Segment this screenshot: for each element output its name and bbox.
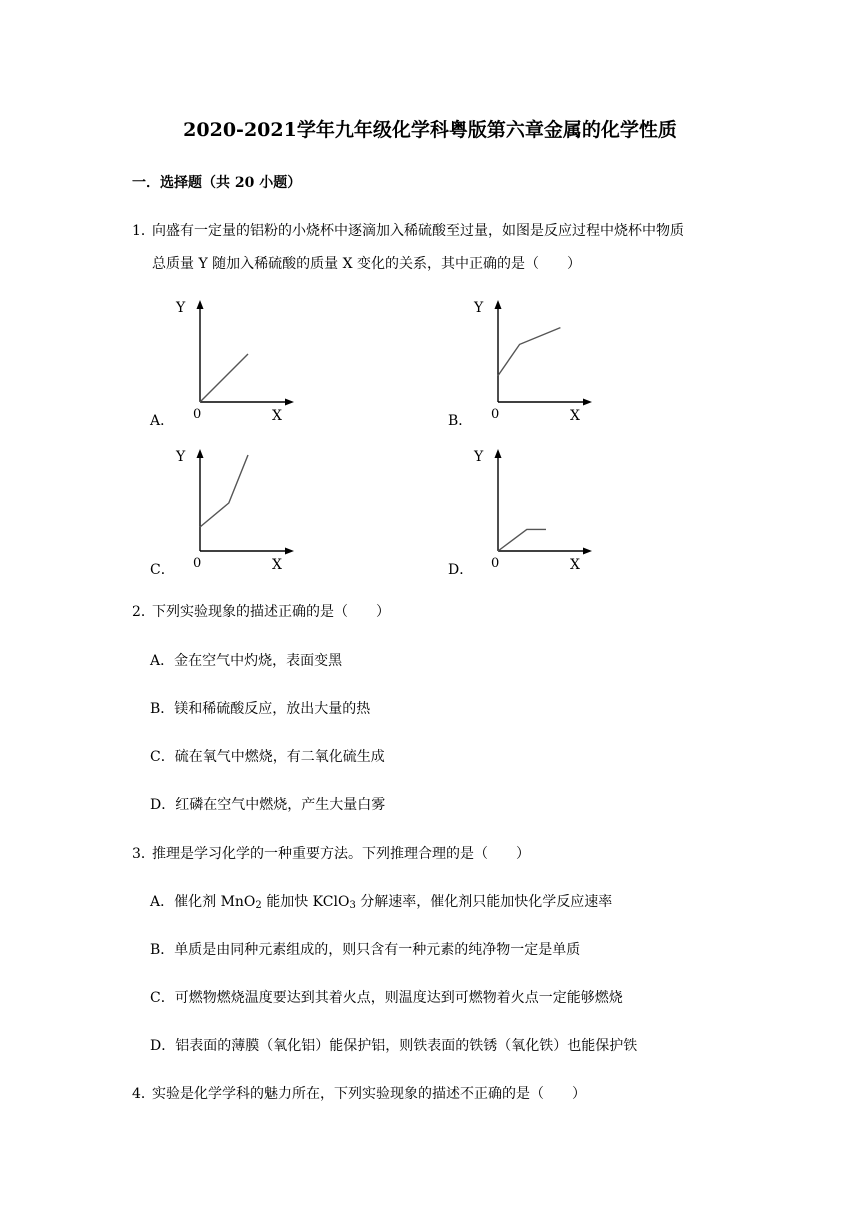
option-text: 可燃物燃烧温度要达到其着火点，则温度达到可燃物着火点一定能够燃烧 <box>174 990 623 1006</box>
option-label: A． <box>150 894 175 910</box>
option-label: D． <box>150 797 176 813</box>
x-axis-label: X <box>272 408 282 424</box>
q1-option-d-label: D． <box>448 562 474 578</box>
option-text: 单质是由同种元素组成的，则只含有一种元素的纯净物一定是单质 <box>174 942 581 958</box>
question-3-number: 3． <box>132 846 155 862</box>
option-label: D． <box>150 1038 176 1054</box>
question-3-text: 推理是学习化学的一种重要方法。下列推理合理的是（ ） <box>152 846 530 862</box>
q3-option-b <box>150 939 580 959</box>
q2-option-c <box>150 746 385 766</box>
q1-option-b-curve <box>498 328 560 376</box>
question-4-text: 实验是化学学科的魅力所在，下列实验现象的描述不正确的是（ ） <box>152 1086 586 1102</box>
option-label: B． <box>150 701 175 717</box>
option-label: B． <box>150 942 175 958</box>
option-text: 硫在氧气中燃烧，有二氧化硫生成 <box>174 749 385 765</box>
option-label: A． <box>150 653 175 669</box>
q1-option-b-label: B． <box>448 413 473 429</box>
subscript: 2 <box>255 900 262 911</box>
question-1-number: 1． <box>132 223 155 239</box>
q2-option-b <box>150 698 370 718</box>
y-axis-label: Y <box>474 449 484 465</box>
option-text: 铝表面的薄膜（氧化铝）能保护铝，则铁表面的铁锈（氧化铁）也能保护铁 <box>175 1038 638 1054</box>
origin-label: 0 <box>193 556 202 571</box>
q2-option-a <box>150 650 342 670</box>
q1-option-b-graph <box>468 292 598 427</box>
q1-option-c-graph <box>170 441 300 576</box>
option-text: 镁和稀硫酸反应，放出大量的热 <box>174 701 371 717</box>
origin-label: 0 <box>491 407 500 422</box>
option-label: C． <box>150 749 175 765</box>
q1-option-a-graph <box>170 292 300 427</box>
q1-option-d-curve <box>498 529 546 551</box>
option-label: C． <box>150 990 175 1006</box>
x-axis-label: X <box>272 557 282 573</box>
q1-option-c-label: C． <box>150 562 175 578</box>
question-1-line-1: 向盛有一定量的铝粉的小烧杯中逐滴加入稀硫酸至过量，如图是反应过程中烧杯中物质 <box>152 223 684 239</box>
question-1-line-2: 总质量 Y 随加入稀硫酸的质量 X 变化的关系，其中正确的是（ ） <box>152 256 582 272</box>
question-2-text: 下列实验现象的描述正确的是（ ） <box>152 604 390 620</box>
subscript: 3 <box>349 900 356 911</box>
x-axis-label: X <box>570 557 580 573</box>
option-text: 金在空气中灼烧，表面变黑 <box>174 653 343 669</box>
option-text-post: 分解速率，催化剂只能加快化学反应速率 <box>355 894 613 910</box>
origin-label: 0 <box>491 556 500 571</box>
question-2-number: 2． <box>132 604 155 620</box>
q1-option-a-curve <box>200 354 248 402</box>
option-text: 红磷在空气中燃烧，产生大量白雾 <box>175 797 386 813</box>
y-axis-label: Y <box>474 300 484 316</box>
option-text-mid: 能加快 KClO <box>261 894 350 910</box>
document-title: 2020-2021学年九年级化学科粤版第六章金属的化学性质 <box>183 119 677 141</box>
x-axis-label: X <box>570 408 580 424</box>
option-text-pre: 催化剂 MnO <box>174 894 256 910</box>
origin-label: 0 <box>193 407 202 422</box>
q1-option-a-label: A． <box>150 413 175 429</box>
q3-option-d <box>150 1035 637 1055</box>
q1-option-d-graph <box>468 441 598 576</box>
y-axis-label: Y <box>176 300 186 316</box>
q3-option-a <box>150 891 612 911</box>
y-axis-label: Y <box>176 449 186 465</box>
q3-option-c <box>150 987 623 1007</box>
q2-option-d <box>150 794 385 814</box>
section-heading: 一．选择题（共 20 小题） <box>132 175 302 191</box>
question-4-number: 4． <box>132 1086 155 1102</box>
q1-option-c-curve <box>200 455 248 527</box>
